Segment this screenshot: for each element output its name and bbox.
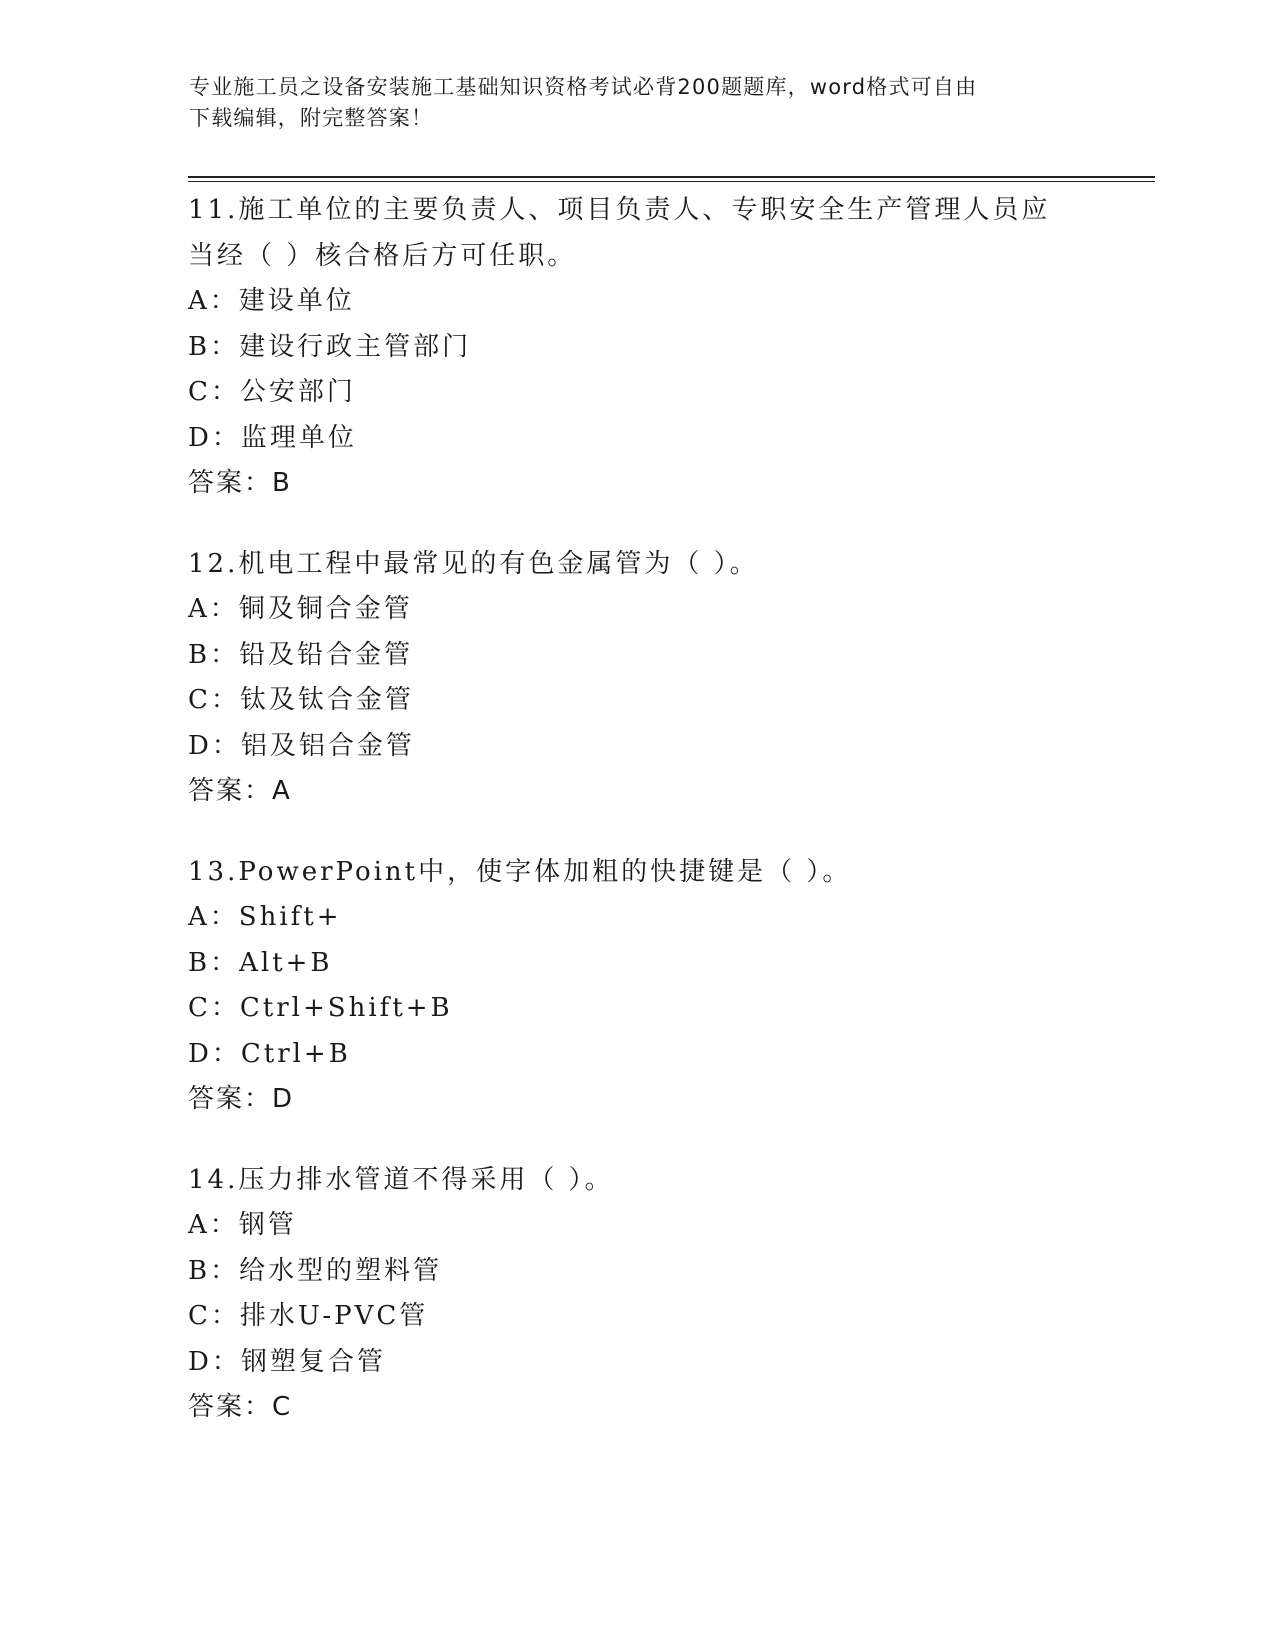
header-divider-thick — [188, 176, 1155, 178]
option-b: B：Alt+B — [188, 947, 333, 978]
option-c: C：公安部门 — [188, 377, 356, 407]
question-stem: 13.PowerPoint中，使字体加粗的快捷键是（ ）。 — [188, 856, 852, 887]
header-divider-thin — [188, 181, 1155, 182]
answer-line: 答案：D — [188, 1084, 295, 1114]
option-a: A：Shift+ — [188, 902, 342, 932]
question-block — [188, 850, 1088, 1123]
option-a: A：建设单位 — [188, 286, 355, 316]
document-header — [189, 72, 1089, 134]
option-d: D：钢塑复合管 — [188, 1346, 386, 1377]
answer-line: 答案：A — [188, 776, 292, 806]
header-line-1: 专业施工员之设备安装施工基础知识资格考试必背200题题库，word格式可自由 — [189, 75, 978, 99]
question-stem: 14.压力排水管道不得采用（ ）。 — [188, 1164, 614, 1195]
option-d: D：监理单位 — [188, 422, 357, 453]
question-stem: 12.机电工程中最常见的有色金属管为（ ）。 — [188, 548, 759, 579]
option-d: D：铝及铝合金管 — [188, 730, 415, 761]
header-line-2: 下载编辑，附完整答案！ — [189, 106, 434, 130]
option-d: D：Ctrl+B — [188, 1038, 351, 1069]
option-c: C：钛及钛合金管 — [188, 685, 414, 715]
question-stem: 11.施工单位的主要负责人、项目负责人、专职安全生产管理人员应当经（ ）核合格后方可任职。 — [188, 195, 1051, 271]
question-block — [188, 1158, 1088, 1431]
option-b: B：给水型的塑料管 — [188, 1255, 443, 1286]
question-block — [188, 188, 1088, 507]
option-a: A：铜及铜合金管 — [188, 594, 413, 624]
question-list — [188, 188, 1088, 1466]
answer-line: 答案：C — [188, 1392, 293, 1422]
option-b: B：铅及铅合金管 — [188, 639, 414, 670]
option-a: A：钢管 — [188, 1210, 297, 1240]
question-block — [188, 542, 1088, 815]
answer-line: 答案：B — [188, 468, 292, 498]
option-c: C：排水U-PVC管 — [188, 1301, 429, 1331]
option-b: B：建设行政主管部门 — [188, 331, 472, 362]
option-c: C：Ctrl+Shift+B — [188, 993, 453, 1023]
